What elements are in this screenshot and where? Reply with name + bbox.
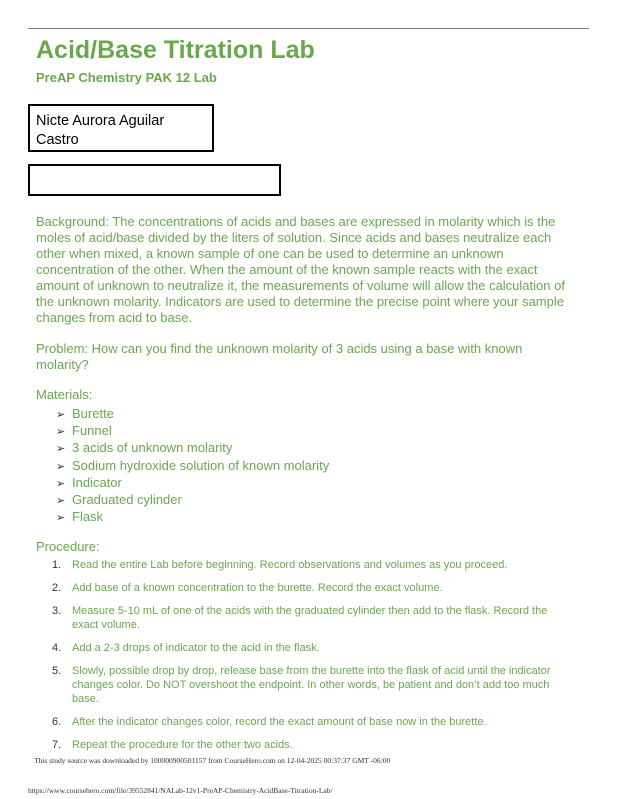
step-number: 5. [52,665,62,678]
material-label: 3 acids of unknown molarity [72,440,233,456]
step-number: 7. [52,739,62,752]
empty-text-field[interactable] [28,164,281,196]
step-text: Measure 5-10 mL of one of the acids with the graduated cylinder then add to the flask. Record the exact volume. [72,605,548,632]
material-label: Indicator [72,474,122,490]
list-item [56,440,576,457]
material-label: Graduated cylinder [72,492,182,508]
arrow-bullet-icon: ➢ [56,477,66,490]
step-number: 6. [52,716,62,729]
step-text: Add base of a known concentration to the burette. Record the exact volume. [72,582,443,595]
step-number: 4. [52,642,62,655]
student-name-box[interactable] [28,104,214,152]
background-paragraph: Background: The concentrations of acids and bases are expressed in molarity which is the moles of acid/base divided by the liters of solution. Since acids and bases neutralize each other when mixed, a known sample of one can be used to determine an unknown concentration of the other. When the amount of the known sample reacts with the exact amount of unknown to neutralize it, the measurements of volume will allow the calculation of the unknown molarity. Indicators are used to determine the precise point where your sample changes from acid to base. [36,214,565,325]
list-item [56,475,576,492]
download-notice: This study source was downloaded by 100000900501157 from CourseHero.com on 12-04-2025 00:37:37 GMT -06:00 [34,756,391,765]
procedure-heading: Procedure: [36,539,100,555]
material-label: Burette [72,406,114,421]
page-title: Acid/Base Titration Lab [36,36,315,64]
list-item [56,509,576,526]
list-item [36,581,576,595]
step-number: 1. [52,559,62,572]
list-item [56,458,576,475]
step-text: Repeat the procedure for the other two acids. [72,739,293,752]
list-item [36,664,576,706]
list-item [36,604,576,632]
materials-list [36,406,576,526]
material-label: Sodium hydroxide solution of known molarity [72,457,330,473]
step-text: After the indicator changes color, record the exact amount of base now in the burette. [72,716,487,729]
top-divider [28,28,589,29]
arrow-bullet-icon: ➢ [56,409,66,421]
arrow-bullet-icon: ➢ [56,443,66,456]
student-name-line-2: Castro [36,132,79,148]
step-number: 3. [52,605,62,618]
materials-heading: Materials: [36,387,93,402]
list-item [56,492,576,509]
list-item [36,558,576,572]
step-text: Read the entire Lab before beginning. Record observations and volumes as you proceed. [72,559,508,572]
step-number: 2. [52,582,62,595]
material-label: Flask [72,509,104,525]
arrow-bullet-icon: ➢ [56,495,66,508]
problem-paragraph: Problem: How can you find the unknown molarity of 3 acids using a base with known molarity? [36,341,523,372]
step-text: Slowly, possible drop by drop, release base from the burette into the flask of acid until the indicator changes color. Do NOT overshoot the endpoint. In other words, be patient and don’t add too much base. [72,665,551,706]
list-item [56,423,576,440]
step-text: Add a 2-3 drops of indicator to the acid in the flask. [72,642,320,655]
page-subtitle: PreAP Chemistry PAK 12 Lab [36,70,217,85]
document-body [36,214,576,761]
arrow-bullet-icon: ➢ [56,426,66,439]
arrow-bullet-icon: ➢ [56,512,66,525]
material-label: Funnel [72,423,112,439]
list-item [36,715,576,729]
list-item [56,406,576,423]
source-url-link[interactable]: https://www.coursehero.com/file/39552841/NALab-12v1-PreAP-Chemistry-AcidBase-Titration-Lab/ [28,786,333,795]
list-item [36,641,576,655]
student-name-line-1: Nicte Aurora Aguilar [36,113,165,129]
arrow-bullet-icon: ➢ [56,460,66,473]
procedure-list [36,558,576,752]
list-item [36,738,576,752]
